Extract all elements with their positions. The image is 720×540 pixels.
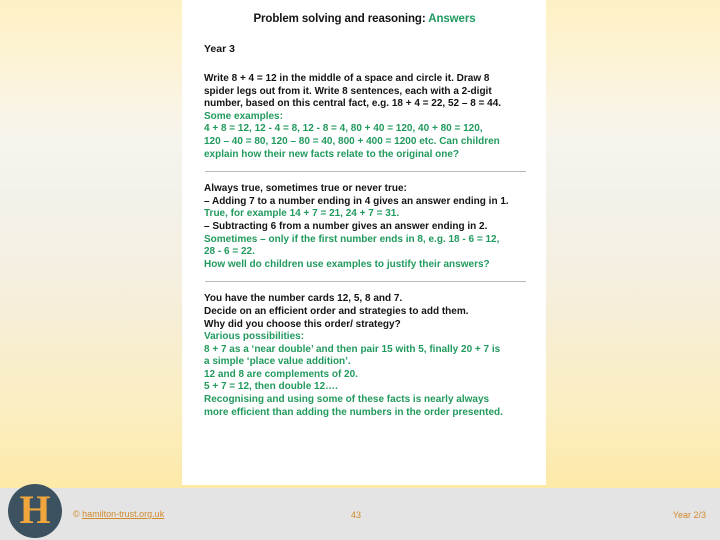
section-3-question-line: You have the number cards 12, 5, 8 and 7. [204, 293, 403, 305]
section-divider [205, 281, 526, 282]
year-label: Year 3 [204, 43, 235, 55]
section-3-answer-line: more efficient than adding the numbers in the order presented. [204, 406, 503, 418]
section-2-answer-line: How well do children use examples to justify their answers? [204, 258, 490, 270]
document-title [197, 13, 532, 25]
document-title-main: Problem solving and reasoning: [253, 13, 426, 25]
section-3 [204, 293, 532, 419]
section-3-question-line: Decide on an efficient order and strategies to add them. [204, 305, 469, 317]
section-2-question-line: Always true, sometimes true or never true: [204, 183, 407, 195]
section-3-answer-line: Various possibilities: [204, 331, 305, 343]
document-title-accent: Answers [428, 13, 476, 25]
section-3-question-line: Why did you choose this order/ strategy? [204, 318, 401, 330]
section-3-answer-line: a simple ‘place value addition’. [204, 356, 351, 368]
section-1-answer-line: 120 – 40 = 80, 120 – 80 = 40, 800 + 400 = 1200 etc. Can children [204, 135, 500, 147]
section-2-question-line: – Adding 7 to a number ending in 4 gives an answer ending in 1. [204, 195, 509, 207]
logo-letter: H [19, 487, 51, 532]
copyright-symbol: © [73, 509, 80, 519]
copyright-notice [73, 509, 164, 519]
section-1-answer-line: 4 + 8 = 12, 12 - 4 = 8, 12 - 8 = 4, 80 + 40 = 120, 40 + 80 = 120, [204, 123, 483, 135]
section-3-answer-line: 12 and 8 are complements of 20. [204, 368, 358, 380]
section-3-answer-line: 8 + 7 as a ‘near double’ and then pair 15 with 5, finally 20 + 7 is [204, 343, 501, 355]
section-1-answer-line: explain how their new facts relate to the original one? [204, 148, 460, 160]
section-divider [205, 171, 526, 172]
year-range-label: Year 2/3 [672, 510, 706, 520]
hamilton-trust-link[interactable]: hamilton-trust.org.uk [82, 509, 165, 519]
section-2 [204, 183, 532, 271]
document-panel [182, 0, 546, 485]
section-1-answer-line: Some examples: [204, 110, 283, 122]
section-2-answer-line: True, for example 14 + 7 = 21, 24 + 7 = 31. [204, 208, 400, 220]
section-3-answer-line: 5 + 7 = 12, then double 12…. [204, 381, 338, 393]
section-1-question-line: Write 8 + 4 = 12 in the middle of a space and circle it. Draw 8 [204, 73, 490, 84]
section-3-answer-line: Recognising and using some of these facts is nearly always [204, 394, 490, 406]
section-2-question-line: – Subtracting 6 from a number gives an answer ending in 2. [204, 220, 488, 232]
section-2-answer-line: Sometimes – only if the first number ends in 8, e.g. 18 - 6 = 12, [204, 233, 500, 245]
hamilton-trust-logo-icon [8, 484, 62, 538]
section-2-answer-line: 28 - 6 = 22. [204, 246, 255, 258]
section-1-question-line: number, based on this central fact, e.g. 18 + 4 = 22, 52 – 8 = 44. [204, 98, 502, 110]
section-1 [204, 73, 532, 161]
page-number: 43 [351, 510, 362, 520]
section-1-question-line: spider legs out from it. Write 8 sentences, each with a 2-digit [204, 85, 492, 97]
